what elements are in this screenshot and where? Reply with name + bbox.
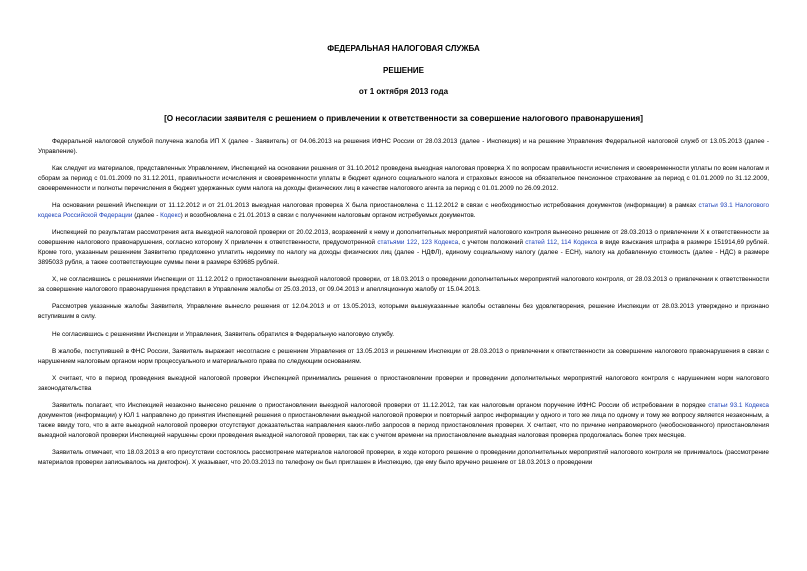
paragraph-text: (далее - [132, 211, 161, 219]
paragraph-text: , с учетом положений [458, 239, 526, 247]
body-paragraph [38, 275, 769, 295]
body-paragraph [38, 374, 769, 394]
paragraph-text: На основании решений Инспекции от 11.12.2012 и от 21.01.2013 выездная налоговая проверка Х была приостановлена с 11.12.2012 в связи с необходимостью истребования документов (информации) в рамках [52, 202, 699, 210]
body-paragraph [38, 164, 769, 193]
paragraph-text: Х считает, что в период проведения выездной налоговой проверки Инспекцией принимались решения о приостановлении проверки и проведении дополнительных мероприятий налогового контроля с нарушением норм налогового законодательства [38, 375, 769, 392]
body-paragraph [38, 302, 769, 322]
paragraph-text: Заявитель полагает, что Инспекцией незаконно вынесено решение о приостановлении выездной налоговой проверки от 11.12.2012, так как налоговым органом поручение ИФНС России об истребовании в порядке [52, 402, 709, 410]
paragraph-text: , [417, 239, 422, 247]
paragraph-text: Инспекцией по результатам рассмотрения акта выездной налоговой проверки от 20.02.2013, возражений к нему и дополнительных мероприятий налогового контроля вынесено решение от 28.03.2013 о привлечении Х к ответственности за совершение налогового правонарушения, согласно которому Х привлечен к ответственности, предусмотренной [38, 229, 769, 247]
body-paragraph [38, 137, 769, 157]
paragraph-text: документов (информации) у ЮЛ 1 направлено до принятия Инспекцией решения о приостановлении выездной налоговой проверки и повторный запрос информации у одного и того же лица по одному и тому же вопросу является незаконным, а также ввиду того, что в акте выездной налоговой проверки отсутствуют доказательства направления каких-либо запросов в период приостановления проверки. Х считает, что по причине неправомерного (необоснованного) приостановления выездной налоговой проверки Инспекцией нарушены сроки проведения выездной налоговой проверки, так как с учетом времени на приостановление выездная налоговая проверка продолжалась более трех месяцев. [38, 412, 769, 439]
body-paragraph [38, 330, 769, 340]
paragraph-text: Как следует из материалов, представленных Управлением, Инспекцией на основании решения от 31.10.2012 проведена выездная налоговая проверка Х по вопросам правильности исчисления и своевременности уплаты по всем налогам и сборам за период с 01.01.2009 по 31.12.2011, правильности исчисления и своевременности уплаты в бюджет единого социального налога и страховых взносов на обязательное пенсионное страхование за период с 01.01.2009 по 31.12.2009, своевременности и полноты перечисления в бюджет удержанных сумм налога на доходы физических лиц в качестве налогового агента за период с 01.01.2009 по 26.09.2012. [38, 165, 769, 192]
body-paragraph [38, 401, 769, 440]
paragraph-text: Заявитель отмечает, что 18.03.2013 в его присутствии состоялось рассмотрение материалов налоговой проверки, в ходе которого решение о проведении дополнительных мероприятий налогового контроля не принималось (рассмотрение материалов проверки записывалось на диктофон). Х указывает, что 20.03.2013 по телефону он был приглашен в Инспекцию, где ему было вручено решение от 18.03.2013 о проведении [38, 449, 769, 466]
paragraph-text: Рассмотрев указанные жалобы Заявителя, Управление вынесло решения от 12.04.2013 и от 13.05.2013, которыми вышеуказанные жалобы оставлены без удовлетворения, решение Инспекции от 28.03.2013 утверждено и признано вступившим в силу. [38, 303, 769, 321]
legal-reference-link[interactable]: статьи 93.1 Налогового кодекса Российской Федерации [38, 202, 769, 219]
body-paragraph [38, 448, 769, 468]
paragraph-text: Не согласившись с решениями Инспекции и Управления, Заявитель обратился в Федеральную налоговую службу. [52, 330, 394, 338]
legal-reference-link[interactable]: 123 Кодекса [421, 239, 459, 247]
paragraph-text: в виде взыскания штрафа в размере 151914,69 рублей. Кроме того, указанным решением Заявителю предложено уплатить недоимку по налогу на доходы физических лиц (далее - НДФЛ), единому социальному налогу (далее - ЕСН), налогу на добавленную стоимость (далее - НДС) в размере 3895033 рубля, а также соответствующие суммы пени в размере 639685 рублей. [38, 239, 770, 266]
body-paragraph [38, 347, 769, 367]
legal-reference-link[interactable]: статьями 122 [377, 239, 418, 247]
paragraph-text: Х, не согласившись с решениями Инспекции от 11.12.2012 о приостановлении выездной налоговой проверки, от 18.03.2013 о проведении дополнительных мероприятий налогового контроля, от 28.03.2013 о привлечении к ответственности за совершение налогового правонарушения представил в Управление жалобы от 25.03.2013, от 09.04.2013 и апелляционную жалобу от 15.04.2013. [38, 276, 769, 293]
legal-reference-link[interactable]: 114 Кодекса [561, 239, 598, 247]
document-body [38, 137, 769, 475]
paragraph-text: Федеральной налоговой службой получена жалоба ИП Х (далее - Заявитель) от 04.06.2013 на решения ИФНС России от 28.03.2013 (далее - Инспекция) и на решение Управления Федеральной налоговой служб от 13.05.2013 (далее - Управление). [38, 138, 769, 155]
legal-reference-link[interactable]: статьи 93.1 Кодекса [708, 402, 769, 410]
paragraph-text: , [557, 239, 562, 247]
legal-reference-link[interactable]: статей 112 [525, 239, 558, 247]
paragraph-text: ) и возобновлена с 21.01.2013 в связи с получением налоговым органом истребуемых документов. [180, 211, 476, 219]
body-paragraph [38, 228, 769, 267]
legal-reference-link[interactable]: Кодекс [160, 211, 181, 219]
document-subject: [О несогласии заявителя с решением о привлечении к ответственности за совершение налогового правонарушения] [164, 114, 643, 123]
organization-title: ФЕДЕРАЛЬНАЯ НАЛОГОВАЯ СЛУЖБА [327, 44, 480, 53]
document-date: от 1 октября 2013 года [358, 87, 449, 96]
body-paragraph [38, 201, 769, 221]
document-type: РЕШЕНИЕ [383, 66, 424, 75]
paragraph-text: В жалобе, поступившей в ФНС России, Заявитель выражает несогласие с решением Управления от 13.05.2013 и решением Инспекции от 28.03.2013 о привлечении к ответственности за совершение налогового правонарушения в связи с нарушением налоговым органом норм процессуального и материального права по следующим основаниям. [38, 347, 769, 365]
